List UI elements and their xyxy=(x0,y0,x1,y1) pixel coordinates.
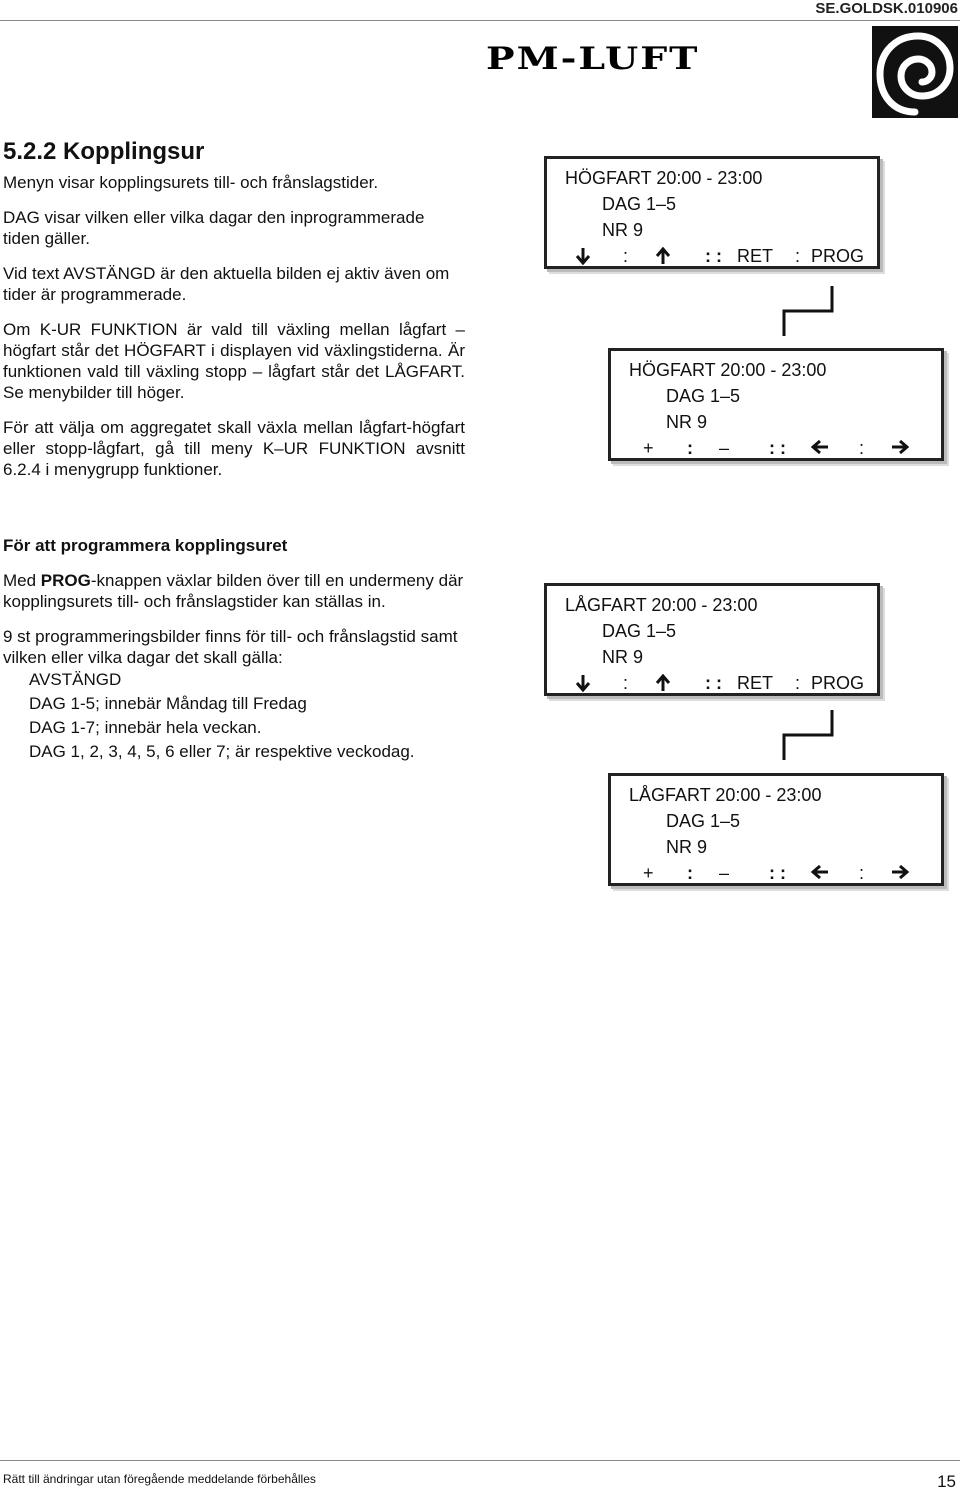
display-line-number: NR 9 xyxy=(602,647,644,667)
document-code: SE.GOLDSK.010906 xyxy=(815,0,958,17)
flow-connector-arrow xyxy=(780,708,836,762)
display-line-mode: HÖGFART 20:00 - 23:00 xyxy=(629,360,827,380)
display-line-mode: HÖGFART 20:00 - 23:00 xyxy=(565,168,763,188)
softkey-separator: : xyxy=(687,863,693,883)
softkey-separator: : xyxy=(795,673,801,693)
display-line-day: DAG 1–5 xyxy=(602,621,677,641)
display-line-number: NR 9 xyxy=(602,220,644,240)
display-line-mode: LÅGFART 20:00 - 23:00 xyxy=(629,785,822,805)
flow-connector-arrow xyxy=(780,284,836,338)
display-softkey-row xyxy=(611,435,941,461)
section-title: 5.2.2 Kopplingsur xyxy=(3,138,205,165)
softkey-separator: : xyxy=(623,673,629,693)
ret-softkey[interactable]: RET xyxy=(737,673,773,693)
intro-prefix: Med xyxy=(3,571,41,590)
intro-suffix: -knappen växlar bilden över till en undermeny där kopplingsurets till- och frånslagstider kan ställas in. xyxy=(3,571,464,611)
display-line-mode: LÅGFART 20:00 - 23:00 xyxy=(565,595,758,615)
plus-softkey[interactable]: + xyxy=(643,863,654,883)
display-line-day: DAG 1–5 xyxy=(666,811,741,831)
footer-divider xyxy=(0,1460,960,1461)
softkey-separator: : : xyxy=(769,863,786,883)
minus-softkey[interactable]: – xyxy=(719,863,730,883)
display-line-number: NR 9 xyxy=(666,837,708,857)
programming-intro xyxy=(3,570,465,612)
programming-instructions xyxy=(3,535,465,764)
list-item: AVSTÄNGD xyxy=(29,670,122,689)
display-hogfart-edit xyxy=(608,348,944,461)
ret-softkey[interactable]: RET xyxy=(737,246,773,266)
prog-keyword: PROG xyxy=(40,571,91,590)
list-item: DAG 1-5; innebär Måndag till Fredag xyxy=(29,694,307,713)
arrow-up-icon[interactable] xyxy=(655,674,671,692)
softkey-separator: : xyxy=(687,438,693,458)
list-item: DAG 1, 2, 3, 4, 5, 6 eller 7; är respektive veckodag. xyxy=(29,742,415,761)
display-line-day: DAG 1–5 xyxy=(602,194,677,214)
arrow-up-icon[interactable] xyxy=(655,247,671,265)
plus-softkey[interactable]: + xyxy=(643,438,654,458)
programming-list-intro: 9 st programmeringsbilder finns för till- och frånslagstid samt vilken eller vilka dagar det skall gälla: xyxy=(3,627,458,667)
display-softkey-row xyxy=(611,860,941,886)
minus-softkey[interactable]: – xyxy=(719,438,730,458)
arrow-right-icon[interactable] xyxy=(891,864,909,880)
programming-heading: För att programmera kopplingsuret xyxy=(3,536,288,555)
prog-softkey[interactable]: PROG xyxy=(811,246,865,266)
display-lagfart-main xyxy=(544,583,880,696)
arrow-left-icon[interactable] xyxy=(811,864,829,880)
display-softkey-row xyxy=(547,243,877,269)
prog-softkey[interactable]: PROG xyxy=(811,673,865,693)
display-line-number: NR 9 xyxy=(666,412,708,432)
paragraph-select-mode: För att välja om aggregatet skall växla mellan lågfart-högfart eller stopp-lågfart, gå till meny K–UR FUNKTION avsnitt 6.2.4 i menygrupp funktioner. xyxy=(3,418,465,479)
display-line-day: DAG 1–5 xyxy=(666,386,741,406)
softkey-separator: : : xyxy=(769,438,786,458)
arrow-down-icon[interactable] xyxy=(575,247,591,265)
softkey-separator: : xyxy=(623,246,629,266)
softkey-separator: : : xyxy=(705,673,722,693)
programming-options-list xyxy=(3,668,465,764)
softkey-separator: : xyxy=(859,863,865,883)
header-divider xyxy=(0,20,960,21)
paragraph-kur-funktion: Om K-UR FUNKTION är vald till växling mellan lågfart – högfart står det HÖGFART i displayen vid växlingstiderna. Är funktionen vald till växling stopp – lågfart står det LÅGFART. Se menybilder till höger. xyxy=(3,320,465,402)
display-hogfart-main xyxy=(544,156,880,269)
brand-logo-text: PM-LUFT xyxy=(486,40,700,76)
paragraph-dag: DAG visar vilken eller vilka dagar den inprogrammerade tiden gäller. xyxy=(3,208,425,248)
list-item: DAG 1-7; innebär hela veckan. xyxy=(29,718,262,737)
footer-disclaimer: Rätt till ändringar utan föregående meddelande förbehålles xyxy=(3,1472,316,1486)
softkey-separator: : : xyxy=(705,246,722,266)
softkey-separator: : xyxy=(859,438,865,458)
swirl-logo-icon xyxy=(872,26,958,118)
display-softkey-row xyxy=(547,670,877,696)
arrow-right-icon[interactable] xyxy=(891,439,909,455)
paragraph-intro: Menyn visar kopplingsurets till- och frånslagstider. xyxy=(3,173,379,192)
arrow-down-icon[interactable] xyxy=(575,674,591,692)
paragraph-avstangd: Vid text AVSTÄNGD är den aktuella bilden ej aktiv även om tider är programmerade. xyxy=(3,264,450,304)
display-lagfart-edit xyxy=(608,773,944,886)
softkey-separator: : xyxy=(795,246,801,266)
arrow-left-icon[interactable] xyxy=(811,439,829,455)
page-number: 15 xyxy=(937,1472,956,1491)
section-body xyxy=(3,172,465,494)
